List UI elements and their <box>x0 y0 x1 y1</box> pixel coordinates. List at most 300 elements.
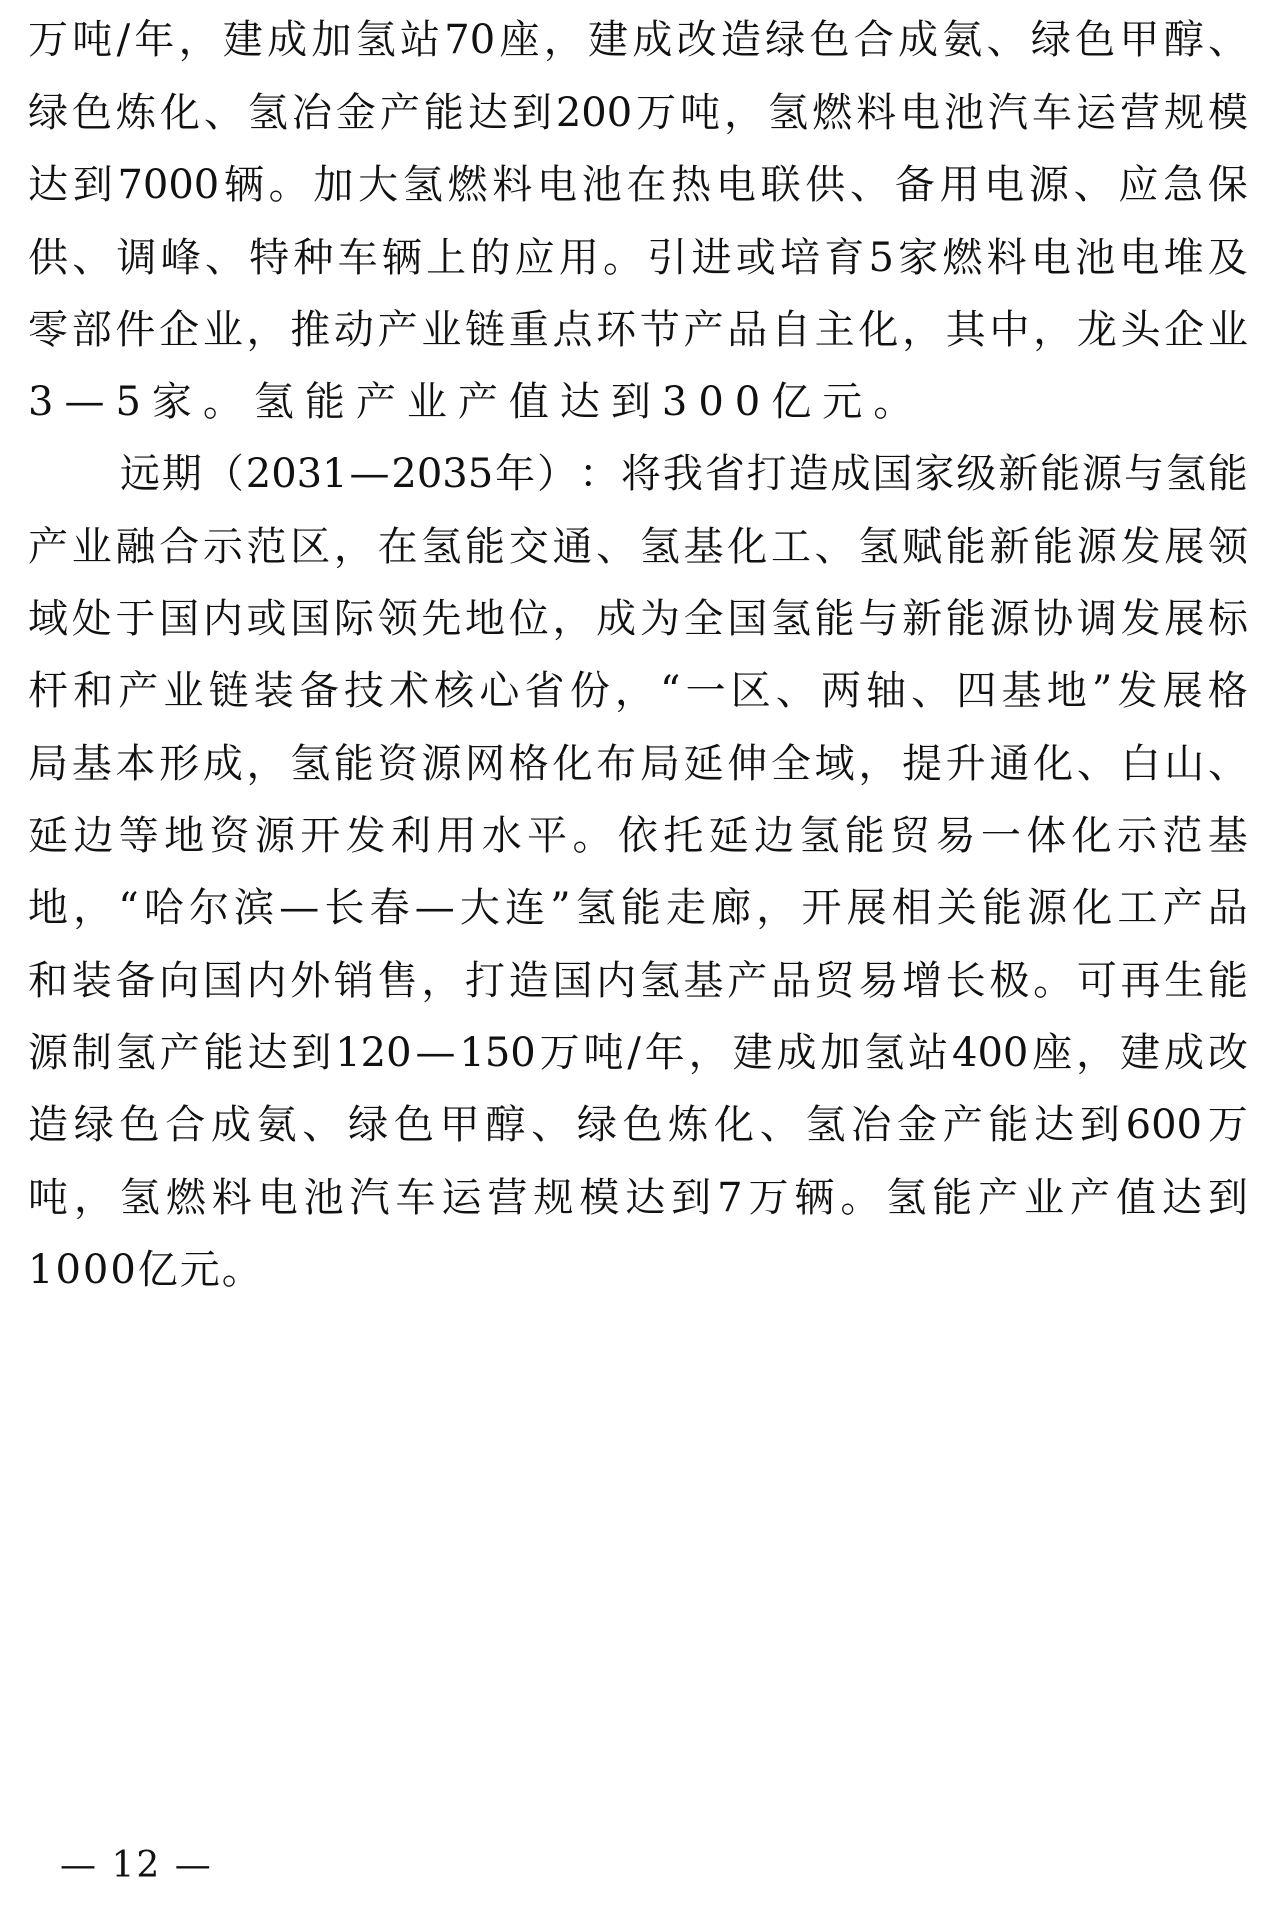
text-chunk: 的 <box>470 235 511 281</box>
text-chunk: 源 <box>1027 885 1068 931</box>
text-chunk: 合 <box>853 17 894 63</box>
text-chunk: 发 <box>1120 524 1161 570</box>
text-chunk: 电 <box>257 1175 298 1221</box>
text-chunk: — <box>349 451 390 497</box>
text-chunk: 一 <box>980 813 1021 859</box>
text-chunk: 处 <box>71 596 112 642</box>
text-chunk: 升 <box>945 741 986 787</box>
text-chunk: 氢 <box>115 1030 156 1076</box>
text-chunk: 400 <box>952 1030 1029 1076</box>
text-chunk: 600 <box>1125 1102 1202 1148</box>
text-chunk: 达 <box>625 1175 666 1221</box>
text-chunk: 氢 <box>575 885 616 931</box>
text-chunk: 易 <box>935 813 976 859</box>
text-chunk: 龙 <box>1076 307 1117 353</box>
text-chunk: 再 <box>1120 958 1161 1004</box>
text-chunk: 能 <box>1207 958 1248 1004</box>
text-chunk: 、 <box>850 162 891 208</box>
text-chunk: 成 <box>830 451 871 497</box>
text-chunk: ， <box>756 885 797 931</box>
text-chunk: 育 <box>824 235 865 281</box>
text-chunk: 通 <box>552 524 593 570</box>
text-chunk: 年 <box>495 451 536 497</box>
text-chunk: 电 <box>1119 235 1160 281</box>
text-chunk: 、 <box>1076 741 1117 787</box>
text-chunk: 达 <box>1034 1102 1075 1148</box>
text-chunk: 产 <box>159 1030 200 1076</box>
text-chunk: 体 <box>1026 813 1067 859</box>
text-chunk: 全 <box>683 596 724 642</box>
text-chunk: 池 <box>303 1175 344 1221</box>
text-chunk: 进 <box>691 235 732 281</box>
text-chunk: 与 <box>858 596 899 642</box>
text-chunk: 电 <box>900 90 941 136</box>
text-chunk: 节 <box>639 307 680 353</box>
text-chunk: 。 <box>603 235 644 281</box>
text-chunk: 成 <box>776 1030 817 1076</box>
text-chunk: 电 <box>536 162 577 208</box>
text-chunk: ） <box>537 451 578 497</box>
text-chunk: 内 <box>246 958 287 1004</box>
text-chunk: 氢 <box>421 524 462 570</box>
text-chunk: 基 <box>1001 668 1042 714</box>
text-chunk: 到 <box>1079 1102 1120 1148</box>
text-chunk: 源 <box>421 741 462 787</box>
text-chunk: 运 <box>441 1175 482 1221</box>
text-chunk: 规 <box>533 1175 574 1221</box>
text-chunk: 提 <box>902 741 943 787</box>
text-chunk: 能 <box>945 596 986 642</box>
text-chunk: 业 <box>1024 1175 1065 1221</box>
text-chunk: 峰 <box>160 235 201 281</box>
text-chunk: 协 <box>1033 596 1074 642</box>
text-chunk: 造 <box>720 17 761 63</box>
text-chunk: 5 <box>868 235 894 281</box>
text-chunk: 领 <box>1207 524 1248 570</box>
text-chunk: “ <box>659 668 681 714</box>
text-chunk: 其 <box>945 307 986 353</box>
text-chunk: 伸 <box>727 741 768 787</box>
text-chunk: 轴 <box>866 668 907 714</box>
text-chunk: 氢 <box>119 1175 160 1221</box>
text-chunk: 开 <box>801 885 842 931</box>
text-chunk: 料 <box>211 1175 252 1221</box>
text-chunk: ， <box>178 17 219 63</box>
text-chunk: 域 <box>814 741 855 787</box>
text-chunk: 布 <box>596 741 637 787</box>
text-chunk: 调 <box>116 235 157 281</box>
text-chunk: 、 <box>302 1102 343 1148</box>
text-chunk: 加 <box>313 162 354 208</box>
text-chunk: 万 <box>748 1175 789 1221</box>
text-chunk: 生 <box>1164 958 1205 1004</box>
text-chunk: 。 <box>1033 958 1074 1004</box>
text-chunk: 将 <box>620 451 661 497</box>
text-chunk: 氢 <box>886 1175 927 1221</box>
text-chunk: 化 <box>858 307 899 353</box>
text-chunk: 色 <box>119 1102 160 1148</box>
text-chunk: 应 <box>514 235 555 281</box>
text-chunk: 吨 <box>680 90 721 136</box>
text-chunk: 供 <box>805 162 846 208</box>
text-line <box>28 161 1248 209</box>
text-chunk: 品 <box>727 307 768 353</box>
text-chunk: 、 <box>204 235 245 281</box>
text-chunk: 绿 <box>1030 17 1071 63</box>
text-chunk: 心 <box>479 668 520 714</box>
text-chunk: 成 <box>1163 1030 1204 1076</box>
text-chunk: 地 <box>164 813 205 859</box>
text-chunk: 成 <box>267 17 308 63</box>
text-chunk: / <box>627 1030 641 1076</box>
text-chunk: 合 <box>159 524 200 570</box>
text-chunk: 150 <box>459 1030 536 1076</box>
text-chunk: 成 <box>596 596 637 642</box>
text-chunk: 零 <box>28 307 68 353</box>
text-chunk: 件 <box>115 307 156 353</box>
text-chunk: 长 <box>945 958 986 1004</box>
text-chunk: 色 <box>71 90 112 136</box>
text-chunk: 山 <box>1164 741 1205 787</box>
text-chunk: 化 <box>1072 885 1113 931</box>
text-chunk: 用 <box>558 235 599 281</box>
text-chunk: 氢 <box>805 1102 846 1148</box>
text-chunk: 能 <box>1207 451 1248 497</box>
text-chunk: 业 <box>421 307 462 353</box>
text-chunk: 国 <box>727 596 768 642</box>
text-chunk: 工 <box>770 524 811 570</box>
text-chunk: 、 <box>1207 741 1248 787</box>
text-chunk: ， <box>246 307 287 353</box>
text-chunk: 造 <box>508 958 549 1004</box>
text-chunk: 企 <box>1164 307 1205 353</box>
text-chunk: 滨 <box>234 885 275 931</box>
text-chunk: ” <box>550 885 571 931</box>
text-chunk: 产 <box>28 524 68 570</box>
text-chunk: 贸 <box>814 958 855 1004</box>
text-chunk: 万 <box>539 1030 580 1076</box>
text-chunk: 金 <box>335 90 376 136</box>
text-chunk: 售 <box>377 958 418 1004</box>
text-chunk: 加 <box>820 1030 861 1076</box>
text-chunk: 到 <box>1207 1175 1248 1221</box>
text-chunk: 产 <box>118 668 159 714</box>
text-chunk: 域 <box>28 596 68 642</box>
text-chunk: 杆 <box>28 668 68 714</box>
text-chunk: 达 <box>247 1030 288 1076</box>
text-chunk: 成 <box>210 1102 251 1148</box>
text-chunk: 装 <box>71 958 112 1004</box>
text-chunk: 哈 <box>143 885 184 931</box>
text-chunk: 环 <box>596 307 637 353</box>
text-chunk: 走 <box>666 885 707 931</box>
text-chunk: 建 <box>588 17 629 63</box>
text-chunk: 点 <box>552 307 593 353</box>
text-chunk: 局 <box>28 741 68 787</box>
text-chunk: 备 <box>298 668 339 714</box>
text-chunk: 燃 <box>812 90 853 136</box>
text-line <box>28 957 1248 1005</box>
text-chunk: 自 <box>770 307 811 353</box>
text-chunk: 或 <box>735 235 776 281</box>
text-chunk: 用 <box>436 813 477 859</box>
text-chunk: 能 <box>844 813 885 859</box>
text-chunk: 源 <box>28 1030 68 1076</box>
text-chunk: 资 <box>209 813 250 859</box>
text-chunk: 内 <box>596 958 637 1004</box>
text-chunk: 燃 <box>165 1175 206 1221</box>
text-chunk: 绿 <box>73 1102 114 1148</box>
text-chunk: 成 <box>898 17 939 63</box>
text-chunk: 发 <box>345 813 386 859</box>
text-chunk: 在 <box>377 524 418 570</box>
text-chunk: 氢 <box>1165 451 1206 497</box>
text-chunk: 站 <box>908 1030 949 1076</box>
text-chunk: 能 <box>1040 451 1081 497</box>
text-chunk: 际 <box>333 596 374 642</box>
text-chunk: 模 <box>579 1175 620 1221</box>
text-chunk: 规 <box>1163 90 1204 136</box>
text-chunk: 氨 <box>942 17 983 63</box>
text-chunk: 连 <box>505 885 545 931</box>
text-chunk: 省 <box>524 668 565 714</box>
text-chunk: 炼 <box>668 1102 709 1148</box>
text-chunk: 本 <box>115 741 156 787</box>
text-chunk: ， <box>902 307 943 353</box>
text-chunk: 电 <box>984 162 1025 208</box>
text-chunk: 车 <box>395 1175 436 1221</box>
page-number: — 12 — <box>60 1845 213 1886</box>
text-chunk: 边 <box>754 813 794 859</box>
text-chunk: 。 <box>840 1175 881 1221</box>
text-chunk: 化 <box>552 741 593 787</box>
text-chunk: ， <box>688 1030 729 1076</box>
text-line <box>28 667 1248 715</box>
text-chunk: 推 <box>290 307 331 353</box>
text-chunk: 基 <box>1207 813 1248 859</box>
text-chunk: 形 <box>159 741 200 787</box>
text-chunk: 示 <box>1117 813 1157 859</box>
text-chunk: 技 <box>343 668 384 714</box>
text-chunk: 建 <box>1120 1030 1161 1076</box>
text-chunk: 年 <box>134 17 175 63</box>
text-chunk: 产 <box>377 307 418 353</box>
text-chunk: 能 <box>1033 524 1074 570</box>
text-chunk: ： <box>578 451 619 497</box>
text-chunk: 展 <box>1164 596 1205 642</box>
text-chunk: 能 <box>423 90 464 136</box>
text-chunk: 色 <box>1075 17 1116 63</box>
text-line <box>28 1029 1248 1077</box>
text-chunk: 色 <box>393 1102 434 1148</box>
text-chunk: 2035 <box>391 451 494 497</box>
text-chunk: 范 <box>246 524 287 570</box>
text-chunk: 、 <box>911 668 952 714</box>
text-chunk: 年 <box>644 1030 685 1076</box>
text-chunk: 增 <box>902 958 943 1004</box>
text-chunk: 万 <box>1207 1102 1248 1148</box>
text-chunk: 氢 <box>639 524 680 570</box>
text-chunk: 调 <box>1076 596 1117 642</box>
text-chunk: 氨 <box>256 1102 297 1148</box>
text-chunk: ， <box>333 524 374 570</box>
text-chunk: 延 <box>28 813 68 859</box>
text-chunk: 达 <box>1161 1175 1202 1221</box>
text-chunk: 格 <box>1207 668 1248 714</box>
text-chunk: 交 <box>508 524 549 570</box>
text-chunk: 到 <box>291 1030 332 1076</box>
text-chunk: 绿 <box>348 1102 389 1148</box>
text-chunk: 绿 <box>576 1102 617 1148</box>
text-chunk: 展 <box>1164 524 1205 570</box>
text-chunk: 7000 <box>117 162 220 208</box>
text-chunk: 站 <box>400 17 441 63</box>
text-chunk: 相 <box>891 885 932 931</box>
text-chunk: 成 <box>202 741 243 787</box>
text-chunk: 链 <box>208 668 249 714</box>
text-chunk: ， <box>614 668 655 714</box>
text-chunk: 座 <box>499 17 540 63</box>
text-chunk: 120 <box>335 1030 412 1076</box>
text-chunk: 氢 <box>639 958 680 1004</box>
text-chunk: 区 <box>730 668 771 714</box>
text-chunk: 制 <box>71 1030 112 1076</box>
text-chunk: ， <box>73 885 114 931</box>
text-chunk: 国 <box>202 958 243 1004</box>
text-chunk: 示 <box>202 524 243 570</box>
text-chunk: 模 <box>1207 90 1248 136</box>
text-chunk: 国 <box>552 958 593 1004</box>
text-line <box>28 740 1248 788</box>
text-chunk: 国 <box>159 596 200 642</box>
text-chunk: 引 <box>647 235 688 281</box>
text-chunk: 产 <box>683 307 724 353</box>
text-chunk: 赋 <box>902 524 943 570</box>
text-chunk: 基 <box>683 524 724 570</box>
text-chunk: ， <box>552 596 593 642</box>
text-chunk: 长 <box>324 885 365 931</box>
text-chunk: 用 <box>939 162 980 208</box>
text-chunk: 外 <box>290 958 331 1004</box>
text-chunk: 和 <box>73 668 114 714</box>
text-chunk: 业 <box>202 307 243 353</box>
text-chunk: 、 <box>1073 162 1114 208</box>
text-chunk: 能 <box>982 885 1022 931</box>
text-chunk: 春 <box>369 885 410 931</box>
text-chunk: 氢 <box>770 596 811 642</box>
text-chunk: 建 <box>732 1030 773 1076</box>
text-chunk: 源 <box>989 596 1030 642</box>
text-chunk: 合 <box>165 1102 206 1148</box>
text-chunk: 特 <box>249 235 290 281</box>
text-chunk: 、 <box>72 235 113 281</box>
text-chunk: 领 <box>377 596 418 642</box>
text-chunk: 辆 <box>223 162 264 208</box>
text-chunk: “ <box>118 885 139 931</box>
text-chunk: — <box>415 1030 456 1076</box>
text-chunk: 氢 <box>290 741 331 787</box>
text-chunk: 动 <box>333 307 374 353</box>
text-chunk: 70 <box>444 17 496 63</box>
text-chunk: 工 <box>1117 885 1158 931</box>
text-chunk: 汽 <box>349 1175 390 1221</box>
text-chunk: 应 <box>1118 162 1159 208</box>
text-chunk: 业 <box>71 524 112 570</box>
text-chunk: 氢 <box>402 162 443 208</box>
text-chunk: 化 <box>714 1102 755 1148</box>
text-chunk: 标 <box>1207 596 1248 642</box>
text-chunk: 能 <box>333 741 374 787</box>
text-chunk: 贸 <box>890 813 931 859</box>
text-chunk: 向 <box>159 958 200 1004</box>
text-chunk: 料 <box>986 235 1027 281</box>
text-chunk: 化 <box>1033 741 1074 787</box>
text-line <box>28 1174 1248 1222</box>
text-chunk: 销 <box>333 958 374 1004</box>
text-chunk: 大 <box>459 885 500 931</box>
text-chunk: 吨 <box>28 1175 68 1221</box>
text-chunk: 氢 <box>799 813 840 859</box>
text-chunk: 依 <box>617 813 658 859</box>
text-chunk: 造 <box>788 451 829 497</box>
text-chunk: 水 <box>481 813 522 859</box>
text-chunk: 业 <box>1207 307 1248 353</box>
text-chunk: 产 <box>379 90 420 136</box>
text-chunk: 能 <box>203 1030 244 1076</box>
text-chunk: 业 <box>163 668 204 714</box>
text-chunk: 尔 <box>189 885 230 931</box>
text-chunk: 炼 <box>115 90 156 136</box>
text-chunk: 培 <box>779 235 820 281</box>
text-chunk: 打 <box>746 451 787 497</box>
text-chunk: 大 <box>358 162 399 208</box>
text-line <box>28 306 1248 354</box>
text-chunk: 成 <box>632 17 673 63</box>
text-chunk: 产 <box>942 1102 983 1148</box>
text-chunk: 改 <box>676 17 717 63</box>
text-chunk: ， <box>543 17 584 63</box>
text-line <box>28 812 1248 860</box>
text-chunk: 备 <box>894 162 935 208</box>
text-chunk: 基 <box>71 741 112 787</box>
text-line <box>28 523 1248 571</box>
text-chunk: 化 <box>1071 813 1112 859</box>
text-chunk: 7 <box>717 1175 743 1221</box>
text-chunk: 池 <box>944 90 985 136</box>
text-chunk: 链 <box>465 307 506 353</box>
text-chunk: 金 <box>896 1102 937 1148</box>
text-line <box>28 234 1248 282</box>
text-chunk: 化 <box>159 90 200 136</box>
text-line <box>28 16 1248 64</box>
text-chunk: 色 <box>809 17 850 63</box>
text-chunk: 发 <box>1120 596 1161 642</box>
text-chunk: 网 <box>465 741 506 787</box>
text-chunk: 能 <box>620 885 661 931</box>
text-chunk: 辆 <box>381 235 422 281</box>
text-chunk: 份 <box>569 668 610 714</box>
text-chunk: 达 <box>28 162 68 208</box>
text-chunk: 发 <box>1117 668 1158 714</box>
text-chunk: 供 <box>28 235 68 281</box>
text-chunk: 先 <box>421 596 462 642</box>
text-chunk: 万 <box>636 90 677 136</box>
text-chunk: 建 <box>222 17 263 63</box>
text-chunk: 展 <box>846 885 887 931</box>
text-chunk: 一 <box>685 668 726 714</box>
text-chunk: 上 <box>426 235 467 281</box>
text-chunk: 改 <box>1207 1030 1248 1076</box>
